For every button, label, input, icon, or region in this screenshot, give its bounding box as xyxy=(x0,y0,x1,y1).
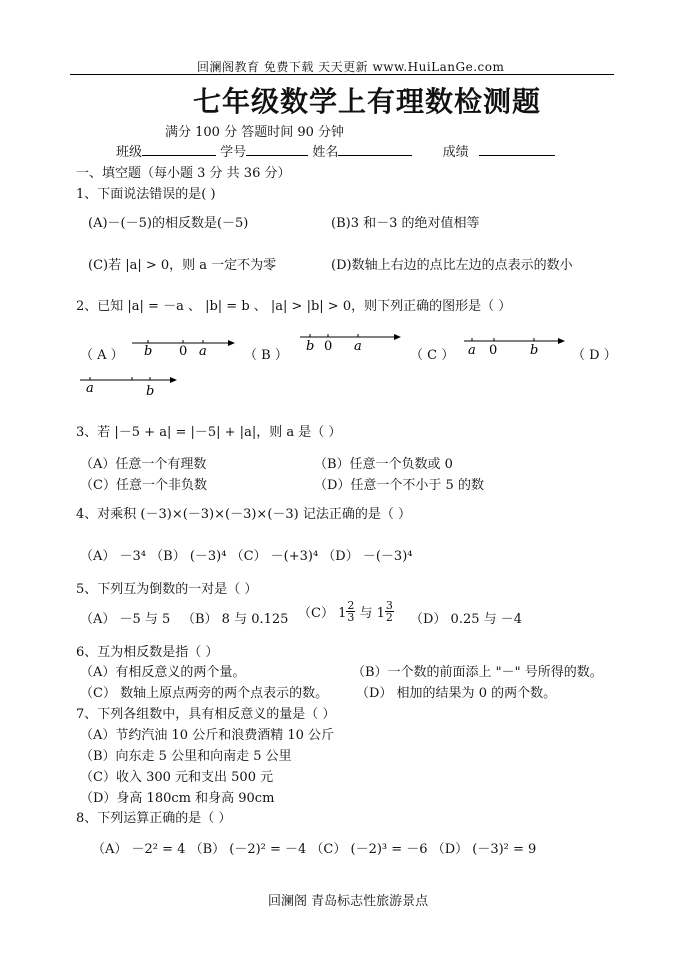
q5-option-b: （B） 8 与 0.125 xyxy=(182,612,289,627)
point-label: a xyxy=(468,343,476,358)
q3-option-d: （D）任意一个不小于 5 的数 xyxy=(314,478,484,493)
fraction xyxy=(346,600,355,623)
q5-option-c xyxy=(298,600,394,623)
q1-option-b: (B)3 和－3 的绝对值相等 xyxy=(331,216,480,231)
q3-option-c: （C）任意一个非负数 xyxy=(80,478,207,493)
id-label: 学号 xyxy=(220,145,247,160)
mixed-number-whole: （C） 1 xyxy=(298,606,347,621)
q2-numberline-c xyxy=(462,332,572,356)
student-info-row xyxy=(116,141,555,160)
q1-option-d: (D)数轴上右边的点比左边的点表示的数小 xyxy=(331,258,573,273)
arrow-head xyxy=(170,377,177,383)
q8-options: （A） －2² = 4 （B） (－2)² = －4 （C） (－2)³ = －6 （D） (－3)² = 9 xyxy=(92,842,537,857)
origin-label: 0 xyxy=(179,344,188,359)
fraction-denominator: 3 xyxy=(347,611,355,624)
q2-numberline-a xyxy=(128,334,238,358)
q5-option-d: （D） 0.25 与 －4 xyxy=(410,612,523,627)
section-1-heading: 一、填空题（每小题 3 分 共 36 分） xyxy=(76,166,291,181)
q1-option-a: (A)－(－5)的相反数是(－5) xyxy=(88,216,249,231)
point-label: a xyxy=(199,344,207,359)
score-time: 满分 100 分 答题时间 90 分钟 xyxy=(165,125,345,140)
q4-options: （A） －3⁴ （B） (－3)⁴ （C） －(+3)⁴ （D） －(－3)⁴ xyxy=(80,549,413,564)
point-label: b xyxy=(144,344,153,359)
q5-stem: 5、下列互为倒数的一对是（ ） xyxy=(76,582,258,597)
q7-option-a: （A）节约汽油 10 公斤和浪费酒精 10 公斤 xyxy=(80,728,335,743)
q4-stem: 4、对乘积 (－3)×(－3)×(－3)×(－3) 记法正确的是（ ） xyxy=(76,507,412,522)
q6-option-b: （B）一个数的前面添上 "－" 号所得的数。 xyxy=(352,665,603,680)
q2-option-d: （ D ） xyxy=(572,348,617,363)
q7-option-b: （B）向东走 5 公里和向南走 5 公里 xyxy=(80,749,292,764)
q6-option-a: （A）有相反意义的两个量。 xyxy=(80,665,246,680)
q2-option-a: （ A ） xyxy=(80,348,124,363)
q2-numberline-b xyxy=(298,328,408,352)
name-label: 姓名 xyxy=(312,145,339,160)
q3-stem: 3、若 |－5 + a| = |－5| + |a|，则 a 是（ ） xyxy=(76,425,342,440)
q7-option-d: （D）身高 180cm 和身高 90cm xyxy=(80,791,275,806)
point-label: a xyxy=(354,339,362,354)
name-blank xyxy=(338,142,412,156)
point-label: b xyxy=(146,384,155,399)
point-label: b xyxy=(530,343,539,358)
class-blank xyxy=(142,142,216,156)
fraction-numerator: 2 xyxy=(347,599,355,612)
q6-stem: 6、互为相反数是指（ ） xyxy=(76,645,219,660)
fraction xyxy=(385,600,394,623)
arrow-head xyxy=(228,340,235,346)
origin-label: 0 xyxy=(324,339,333,354)
q6-option-c: （C） 数轴上原点两旁的两个点表示的数。 xyxy=(80,686,329,701)
q7-option-c: （C）收入 300 元和支出 500 元 xyxy=(80,770,274,785)
arrow-head xyxy=(558,338,565,344)
q2-numberline-d xyxy=(80,374,190,398)
q7-stem: 7、下列各组数中，具有相反意义的量是（ ） xyxy=(76,707,336,722)
point-label: b xyxy=(306,339,315,354)
q1-option-c: (C)若 |a| > 0，则 a 一定不为零 xyxy=(88,258,277,273)
point-label: a xyxy=(86,381,94,396)
connector-text: 与 1 xyxy=(355,606,385,621)
q8-stem: 8、下列运算正确的是（ ） xyxy=(76,811,232,826)
q6-option-d: （D） 相加的结果为 0 的两个数。 xyxy=(356,686,557,701)
q2-option-b: （ B ） xyxy=(244,348,288,363)
fraction-denominator: 2 xyxy=(385,611,393,624)
page-header: 回澜阁教育 免费下载 天天更新 www.HuiLanGe.com xyxy=(197,60,505,74)
grade-label: 成绩 xyxy=(442,145,469,160)
q1-stem: 1、下面说法错误的是( ) xyxy=(76,187,216,202)
q3-option-a: （A）任意一个有理数 xyxy=(80,457,207,472)
q3-option-b: （B）任意一个负数或 0 xyxy=(314,457,453,472)
id-blank xyxy=(246,142,308,156)
arrow-head xyxy=(394,334,401,340)
q2-stem: 2、已知 |a| = －a 、 |b| = b 、 |a| > |b| > 0，则下列正确的图形是（ ） xyxy=(76,299,512,314)
page-title: 七年级数学上有理数检测题 xyxy=(193,85,542,118)
header-rule xyxy=(70,74,614,75)
q2-option-c: （ C ） xyxy=(410,348,455,363)
class-label: 班级 xyxy=(116,145,143,160)
page-footer: 回澜阁 青岛标志性旅游景点 xyxy=(268,894,429,909)
fraction-numerator: 3 xyxy=(385,599,393,612)
origin-label: 0 xyxy=(489,343,498,358)
grade-blank xyxy=(479,142,555,156)
q5-option-a: （A） －5 与 5 xyxy=(80,612,171,627)
